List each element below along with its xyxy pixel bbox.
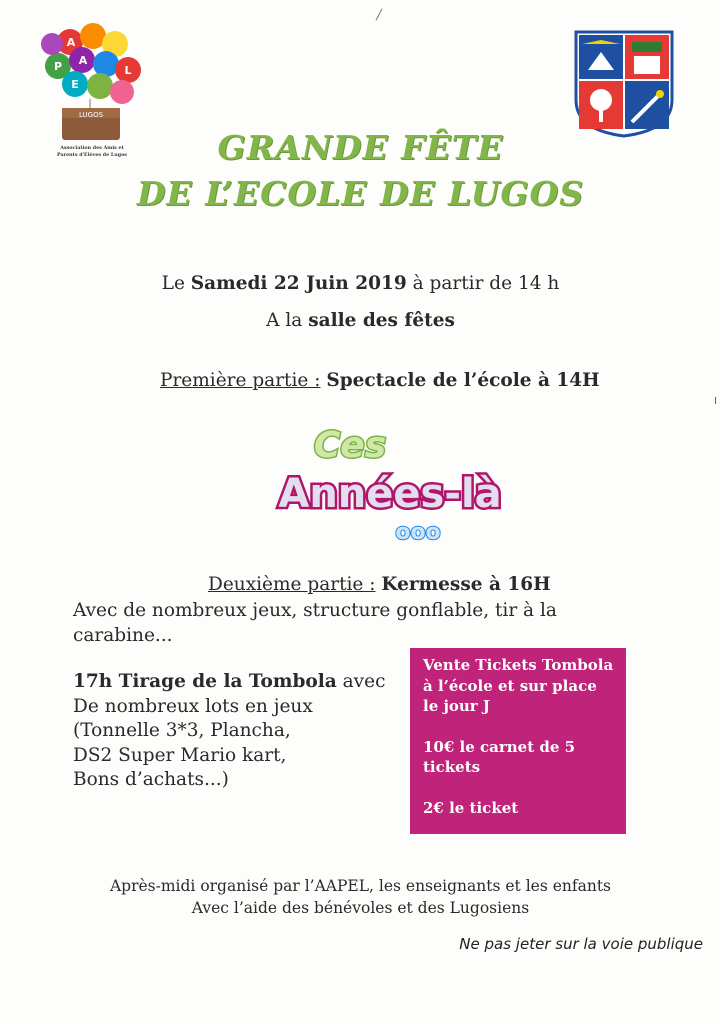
ticket-booklet-price: 10€ le carnet de 5 tickets [423, 737, 576, 776]
place-prefix: A la [266, 310, 303, 331]
part-two-label: Deuxième partie : [208, 574, 376, 595]
title-line-2: DE L’ECOLE DE LUGOS [136, 174, 585, 213]
coat-of-arms [574, 30, 674, 138]
ticket-single-price: 2€ le ticket [423, 798, 519, 817]
show-logo-line-1: Ces [313, 425, 387, 466]
ticket-sales-box [410, 648, 626, 834]
tombola-line: Bons d’achats...) [73, 769, 229, 790]
part-one-label: Première partie : [160, 370, 321, 391]
tombola-heading [73, 670, 385, 695]
scan-speck: ╷ [712, 390, 720, 404]
footer-line-1: Après-midi organisé par l’AAPEL, les enseignants et les enfants [109, 877, 612, 895]
part-two-desc-2: carabine... [73, 625, 173, 646]
part-two-text: Kermesse à 16H [381, 574, 551, 595]
logo-caption-1: Association des Amis et [60, 145, 124, 151]
event-place [0, 310, 721, 331]
part-two [208, 574, 551, 595]
show-logo-dots: ooo [395, 520, 441, 545]
tombola-heading-rest: avec [342, 671, 386, 692]
place-venue: salle des fêtes [308, 310, 455, 331]
event-date [0, 273, 721, 294]
logo-name: LUGOS [78, 111, 104, 119]
logo-letter-e: E [71, 78, 79, 91]
logo-letter-l: L [124, 64, 132, 77]
footer-line-2: Avec l’aide des bénévoles et des Lugosiens [191, 899, 530, 917]
part-one-text: Spectacle de l’école à 14H [326, 370, 600, 391]
logo-letter-p: P [53, 60, 63, 73]
logo-letter-a1: A [66, 36, 76, 49]
show-logo [270, 415, 510, 555]
tombola-line: (Tonnelle 3*3, Plancha, [73, 720, 291, 741]
scan-speck: ╱ [376, 10, 383, 21]
part-two-desc-1: Avec de nombreux jeux, structure gonflable, tir à la [73, 600, 557, 621]
tombola-heading-bold: 17h Tirage de la Tombola [73, 671, 337, 692]
logo-caption-2: Parents d'Élèves de Lugos [57, 152, 127, 158]
date-suffix: à partir de 14 h [412, 273, 560, 294]
tombola-line: De nombreux lots en jeux [73, 695, 313, 717]
part-one [160, 370, 600, 391]
tombola-block [73, 670, 385, 793]
date-prefix: Le [161, 273, 185, 294]
title-line-1: GRANDE FÊTE [217, 128, 504, 167]
logo-letter-a2: A [78, 54, 88, 67]
ticket-sales-info: Vente Tickets Tombola à l’école et sur place le jour J [423, 656, 614, 715]
show-logo-line-2: Années-là [278, 471, 502, 517]
tombola-line: DS2 Super Mario kart, [73, 744, 287, 766]
notice-text: Ne pas jeter sur la voie publique [459, 935, 703, 953]
date-day: Samedi 22 Juin 2019 [190, 273, 407, 294]
